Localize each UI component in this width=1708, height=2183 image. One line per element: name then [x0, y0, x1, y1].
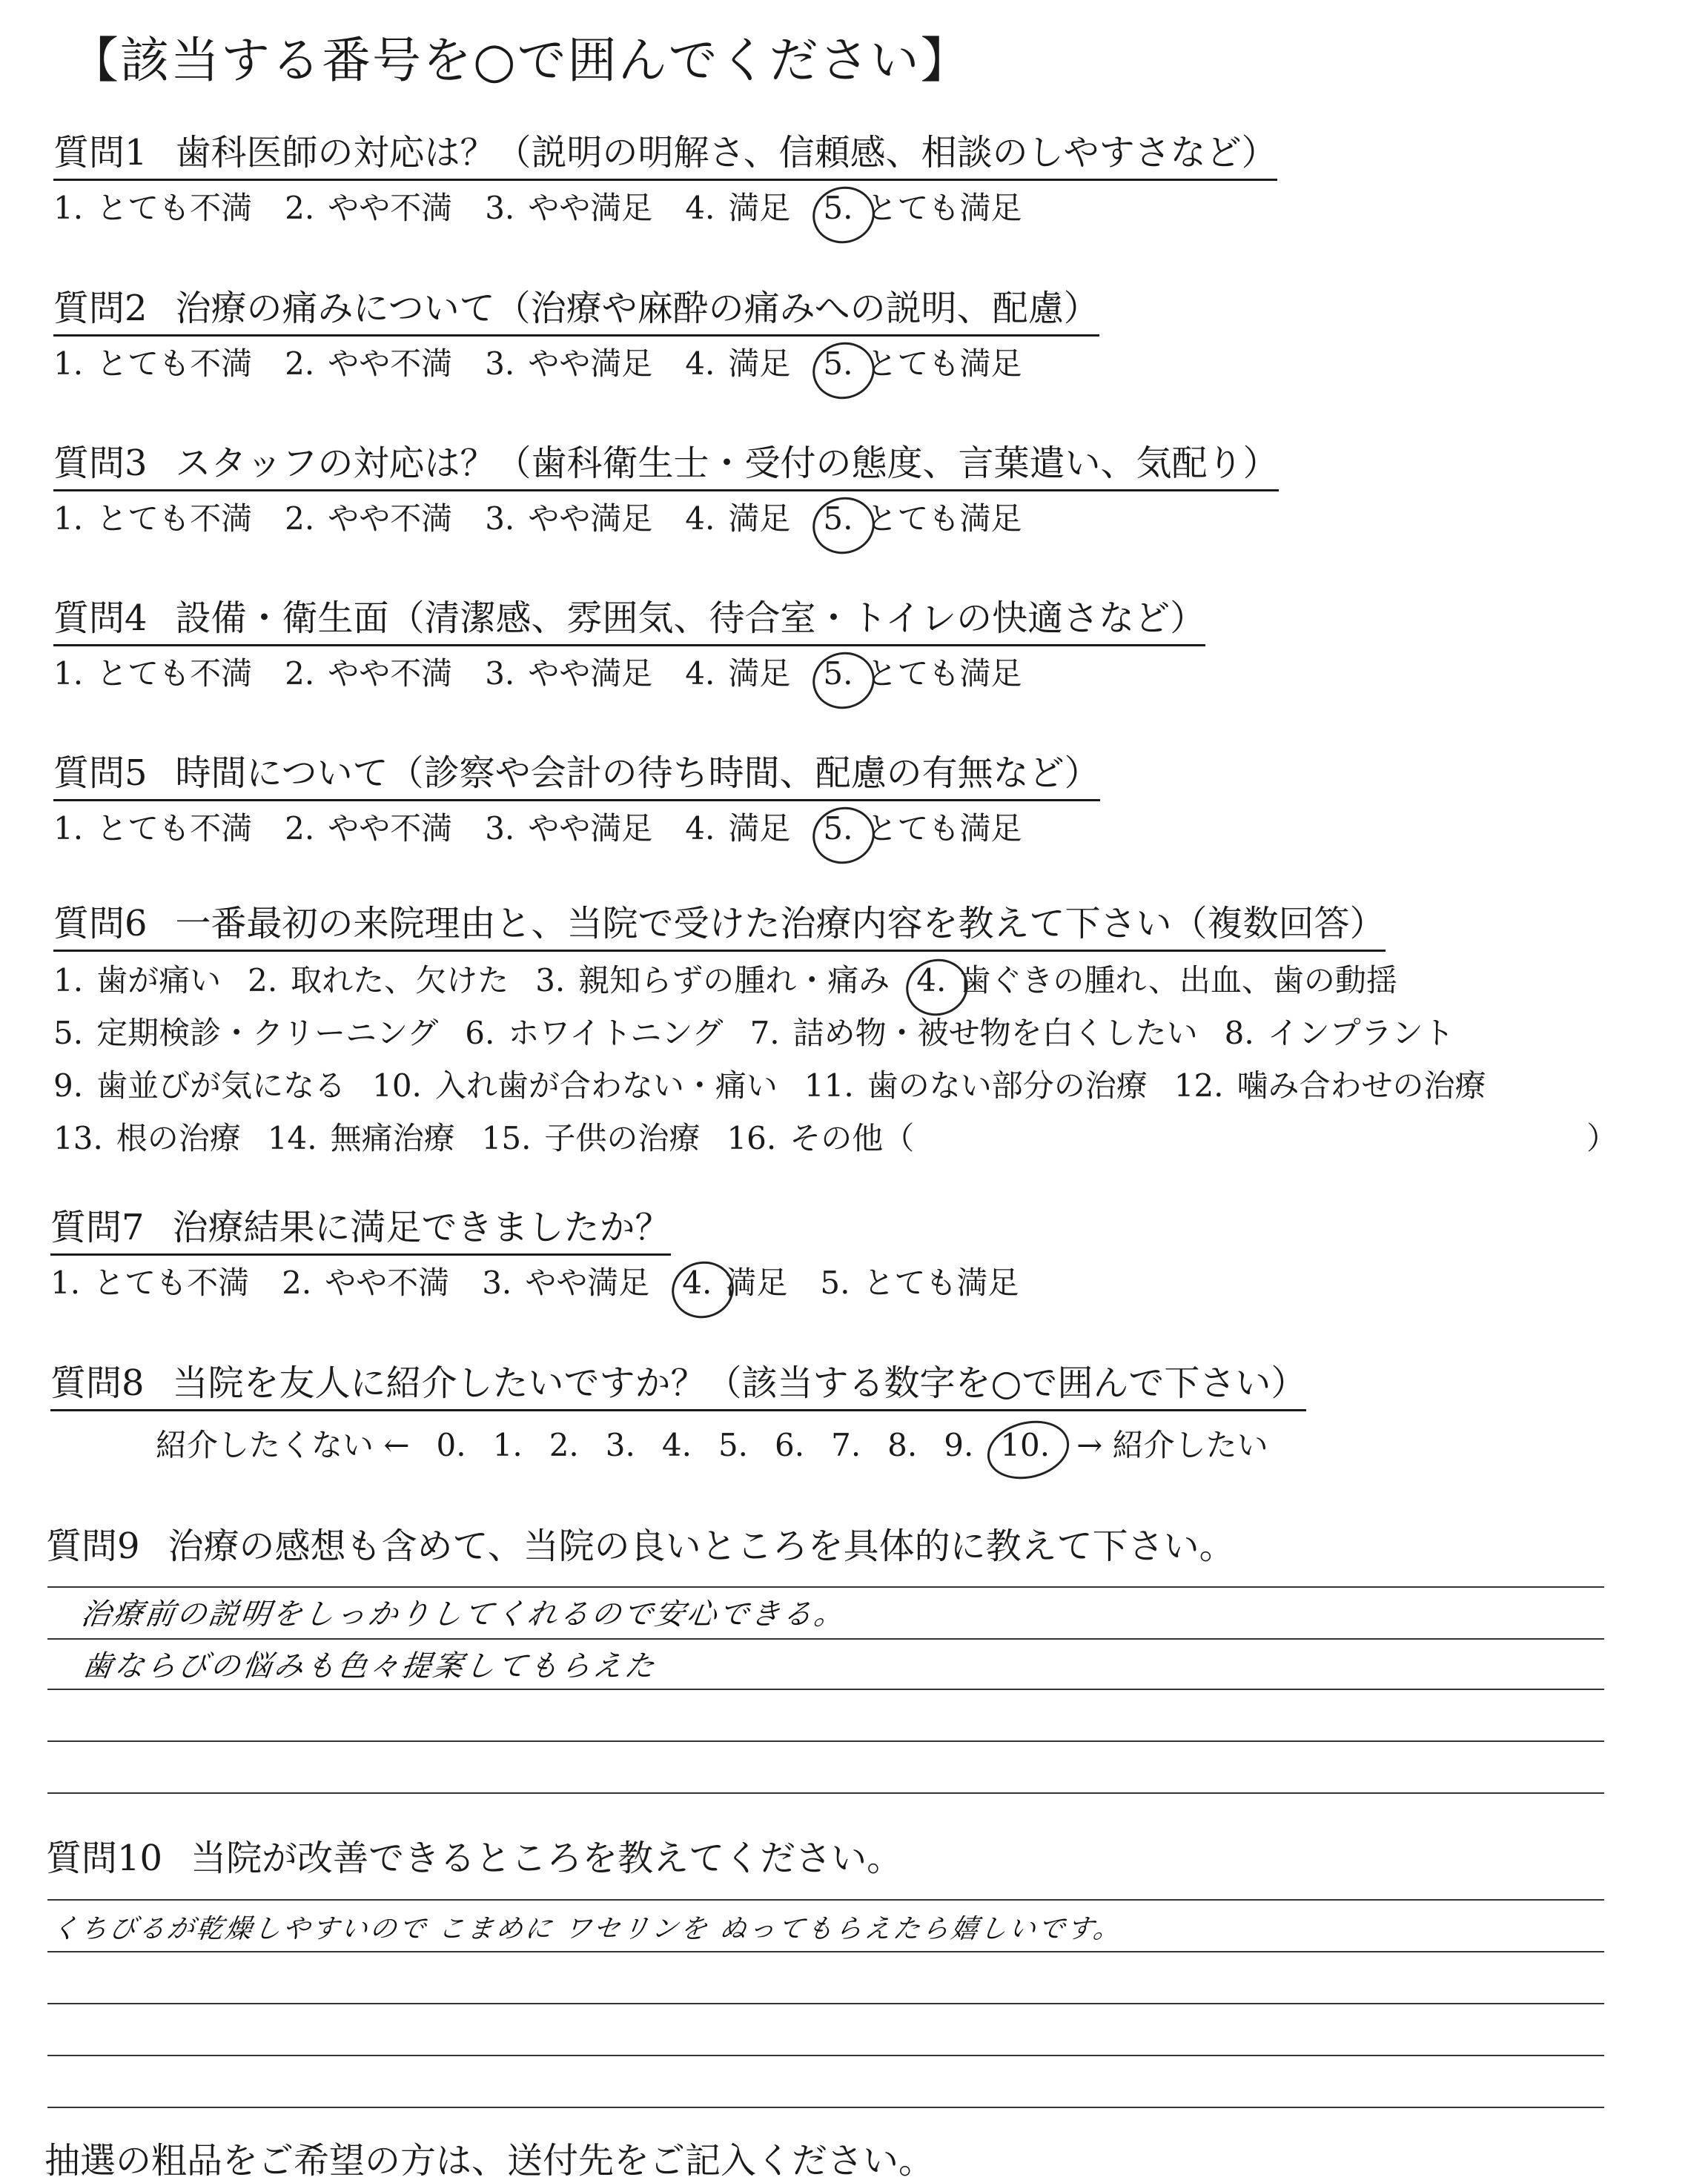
question-label: 質問7	[50, 1207, 145, 1248]
rating-option[interactable]	[682, 1262, 787, 1304]
option-number: 5.	[823, 810, 853, 847]
option-number: 12.	[1174, 1067, 1224, 1104]
rating-option[interactable]	[823, 188, 1022, 229]
option-text: とても満足	[866, 190, 1022, 226]
option-number: 14.	[267, 1120, 317, 1156]
rating-option[interactable]	[485, 498, 652, 540]
option-text: その他（	[790, 1120, 915, 1156]
q6-option[interactable]	[804, 1065, 1148, 1107]
option-text: 満足	[728, 810, 791, 847]
q6-option[interactable]	[53, 1118, 241, 1159]
nps-right-label: → 紹介したい	[1076, 1427, 1268, 1463]
rating-option[interactable]	[685, 808, 790, 849]
option-number: 2.	[285, 655, 315, 692]
option-text: 歯が痛い	[96, 962, 222, 998]
option-number: 3.	[482, 1265, 512, 1301]
question-text: 歯科医師の対応は？（説明の明解さ、信頼感、相談のしやすさなど）	[175, 132, 1277, 173]
option-text: やや満足	[528, 500, 653, 537]
nps-value[interactable]: 5.	[718, 1427, 749, 1463]
question-text: 設備・衛生面（清潔感、雰囲気、待合室・トイレの快適さなど）	[175, 597, 1206, 639]
option-number: 8.	[1224, 1015, 1254, 1051]
question-label: 質問9	[46, 1526, 140, 1567]
q6-other-close: ）	[1586, 1120, 1618, 1156]
rating-option[interactable]	[685, 653, 790, 695]
answer-line	[47, 1740, 1604, 1742]
q6-option[interactable]	[268, 1118, 455, 1159]
rating-option[interactable]	[285, 188, 452, 229]
q6-option[interactable]	[465, 1013, 723, 1054]
rating-option[interactable]	[282, 1262, 449, 1304]
rating-option[interactable]	[685, 498, 790, 540]
option-number: 1.	[53, 500, 84, 537]
option-text: とても満足	[866, 500, 1022, 537]
option-text: とても満足	[866, 810, 1022, 847]
option-number: 4.	[685, 810, 715, 847]
answer-line	[47, 1638, 1604, 1640]
q6-option[interactable]	[750, 1013, 1198, 1054]
q6-option[interactable]	[1225, 1013, 1454, 1054]
question-label: 質問4	[53, 597, 148, 639]
question-4-options	[53, 653, 1054, 695]
question-label: 質問8	[50, 1362, 145, 1404]
option-text: やや不満	[328, 500, 453, 537]
option-number: 4.	[685, 345, 715, 382]
option-number: 3.	[485, 500, 515, 537]
option-number: 5.	[820, 1265, 850, 1301]
option-number: 3.	[485, 655, 515, 692]
option-number: 5.	[823, 500, 853, 537]
option-text: とても不満	[96, 345, 253, 382]
question-label: 質問10	[46, 1838, 163, 1879]
rating-option[interactable]	[485, 808, 652, 849]
option-text: やや不満	[325, 1265, 450, 1301]
q9-handwritten-answer: 歯ならびの悩みも色々提案してもらえた	[80, 1649, 659, 1683]
option-number: 2.	[285, 500, 315, 537]
q9-handwritten-answer: 治療前の説明をしっかりしてくれるので安心できる。	[79, 1597, 849, 1632]
q10-handwritten-answer: くちびるが乾燥しやすいので こまめに ワセリンを ぬってもらえたら嬉しいです。	[49, 1914, 1125, 1944]
rating-option[interactable]	[53, 343, 252, 385]
question-text: 治療の感想も含めて、当院の良いところを具体的に教えて下さい。	[168, 1526, 1235, 1567]
rating-option[interactable]	[685, 188, 790, 229]
option-number: 10.	[372, 1067, 422, 1104]
option-number: 1.	[53, 345, 84, 382]
q6-option[interactable]	[1174, 1065, 1486, 1107]
question-text: 一番最初の来院理由と、当院で受けた治療内容を教えて下さい（複数回答）	[175, 903, 1386, 944]
question-label: 質問6	[53, 903, 148, 944]
rating-option[interactable]	[53, 188, 252, 229]
option-text: 歯ぐきの腫れ、出血、歯の動揺	[959, 962, 1397, 998]
page-title: 【該当する番号を○で囲んでください】	[70, 32, 971, 89]
nps-value[interactable]: 8.	[887, 1427, 918, 1463]
q6-options-row	[53, 1118, 941, 1159]
option-number: 9.	[53, 1067, 84, 1104]
q6-option[interactable]	[53, 1013, 438, 1054]
option-text: やや不満	[328, 655, 453, 692]
option-text: とても満足	[866, 345, 1022, 382]
option-text: やや満足	[528, 655, 653, 692]
option-text: 子供の治療	[544, 1120, 701, 1156]
option-number: 3.	[535, 962, 566, 998]
option-text: 歯並びが気になる	[96, 1067, 346, 1104]
option-number: 16.	[726, 1120, 777, 1156]
option-text: やや満足	[528, 810, 653, 847]
question-text: 当院を友人に紹介したいですか？（該当する数字を○で囲んで下さい）	[172, 1362, 1307, 1404]
option-number: 13.	[53, 1120, 103, 1156]
question-label: 質問1	[53, 132, 148, 173]
option-number: 7.	[749, 1015, 780, 1051]
option-number: 4.	[682, 1265, 712, 1301]
question-5-options	[53, 808, 1054, 849]
question-3-options	[53, 498, 1054, 540]
option-text: やや不満	[328, 190, 453, 226]
option-text: やや満足	[525, 1265, 650, 1301]
answer-line	[47, 1586, 1604, 1588]
option-number: 3.	[485, 345, 515, 382]
question-text: 治療の痛みについて（治療や麻酔の痛みへの説明、配慮）	[175, 288, 1099, 329]
rating-option[interactable]	[53, 653, 252, 695]
rating-option[interactable]	[485, 188, 652, 229]
option-text: 満足	[728, 190, 791, 226]
rating-option[interactable]	[53, 808, 252, 849]
option-text: 満足	[728, 655, 791, 692]
option-number: 3.	[485, 810, 515, 847]
nps-left-label: 紹介したくない ←	[156, 1427, 410, 1463]
rating-option[interactable]	[285, 343, 452, 385]
question-1-options	[53, 188, 1054, 229]
question-text: 当院が改善できるところを教えてください。	[191, 1838, 903, 1879]
rating-option[interactable]	[285, 808, 452, 849]
rating-option[interactable]	[823, 343, 1022, 385]
option-number: 5.	[53, 1015, 84, 1051]
footer-note: 抽選の粗品をご希望の方は、送付先をご記入ください。	[44, 2140, 935, 2182]
option-text: とても満足	[866, 655, 1022, 692]
question-2-heading	[53, 285, 1099, 337]
option-text: 定期検診・クリーニング	[96, 1015, 439, 1051]
option-text: とても不満	[96, 500, 253, 537]
rating-option[interactable]	[482, 1262, 649, 1304]
q6-option[interactable]	[53, 960, 221, 1001]
question-1-heading	[53, 130, 1277, 181]
option-text: 満足	[725, 1265, 788, 1301]
q6-options-row	[53, 960, 1424, 1001]
question-6-heading	[53, 901, 1386, 952]
question-9-heading	[46, 1523, 1235, 1572]
option-text: ホワイトニング	[508, 1015, 724, 1051]
nps-value[interactable]: 6.	[775, 1427, 805, 1463]
option-number: 5.	[823, 190, 853, 226]
option-number: 4.	[685, 655, 715, 692]
option-number: 3.	[485, 190, 515, 226]
option-number: 1.	[53, 190, 84, 226]
nps-value[interactable]: 2.	[549, 1427, 579, 1463]
option-number: 2.	[248, 962, 278, 998]
rating-option[interactable]	[50, 1262, 249, 1304]
option-number: 11.	[804, 1067, 854, 1104]
option-text: やや不満	[328, 345, 453, 382]
rating-option[interactable]	[485, 653, 652, 695]
option-number: 1.	[53, 962, 84, 998]
option-text: とても不満	[96, 810, 253, 847]
q6-option[interactable]	[916, 960, 1397, 1001]
option-text: やや不満	[328, 810, 453, 847]
nps-value[interactable]: 7.	[831, 1427, 861, 1463]
q6-option[interactable]	[535, 960, 890, 1001]
q6-option[interactable]	[372, 1065, 778, 1107]
option-number: 2.	[285, 810, 315, 847]
answer-line	[47, 1792, 1604, 1794]
question-7-heading	[50, 1205, 671, 1256]
option-number: 1.	[53, 655, 84, 692]
option-number: 6.	[465, 1015, 495, 1051]
option-text: インプラント	[1267, 1015, 1454, 1051]
option-text: 根の治療	[116, 1120, 241, 1156]
question-8-heading	[50, 1360, 1306, 1411]
option-text: 満足	[728, 500, 791, 537]
option-number: 2.	[285, 190, 315, 226]
answer-line	[47, 1689, 1604, 1690]
option-text: 詰め物・被せ物を白くしたい	[792, 1015, 1198, 1051]
rating-option[interactable]	[823, 808, 1022, 849]
q6-option[interactable]	[726, 1118, 914, 1159]
answer-line	[47, 2055, 1604, 2056]
option-text: 無痛治療	[330, 1120, 455, 1156]
question-5-heading	[53, 750, 1100, 801]
nps-value[interactable]: 9.	[944, 1427, 974, 1463]
option-text: やや満足	[528, 345, 653, 382]
option-text: やや満足	[528, 190, 653, 226]
q6-option[interactable]	[248, 960, 509, 1001]
nps-value[interactable]: 1.	[492, 1427, 523, 1463]
option-text: とても不満	[96, 655, 253, 692]
question-text: 時間について（診察や会計の待ち時間、配慮の有無など）	[175, 752, 1100, 794]
question-7-options	[50, 1262, 1051, 1304]
option-number: 4.	[685, 500, 715, 537]
answer-line	[47, 1899, 1604, 1901]
q6-options-row	[53, 1013, 1481, 1054]
option-number: 2.	[282, 1265, 312, 1301]
q6-option[interactable]	[482, 1118, 701, 1159]
option-text: 歯のない部分の治療	[867, 1067, 1148, 1104]
nps-value[interactable]: 3.	[605, 1427, 635, 1463]
q6-options-row	[53, 1065, 1513, 1107]
rating-option[interactable]	[820, 1262, 1019, 1304]
answer-line	[47, 2107, 1604, 2108]
option-text: 満足	[728, 345, 791, 382]
question-2-options	[53, 343, 1054, 385]
answer-line	[47, 1951, 1604, 1952]
q6-option[interactable]	[53, 1065, 345, 1107]
option-text: 入れ歯が合わない・痛い	[434, 1067, 778, 1104]
rating-option[interactable]	[53, 498, 252, 540]
option-number: 4.	[685, 190, 715, 226]
nps-value[interactable]: 4.	[661, 1427, 692, 1463]
option-text: とても不満	[93, 1265, 250, 1301]
option-number: 1.	[50, 1265, 81, 1301]
question-label: 質問3	[53, 443, 148, 484]
option-text: 親知らずの腫れ・痛み	[578, 962, 890, 998]
option-number: 1.	[53, 810, 84, 847]
question-3-heading	[53, 440, 1279, 491]
nps-scale	[156, 1425, 1295, 1466]
option-number: 5.	[823, 345, 853, 382]
question-4-heading	[53, 595, 1205, 646]
question-text: スタッフの対応は？（歯科衛生士・受付の態度、言葉遣い、気配り）	[175, 443, 1279, 484]
option-number: 4.	[916, 962, 947, 998]
nps-value[interactable]: 10.	[1000, 1425, 1050, 1466]
option-text: 噛み合わせの治療	[1237, 1067, 1486, 1104]
rating-option[interactable]	[823, 653, 1022, 695]
option-number: 2.	[285, 345, 315, 382]
rating-option[interactable]	[685, 343, 790, 385]
rating-option[interactable]	[823, 498, 1022, 540]
option-number: 5.	[823, 655, 853, 692]
rating-option[interactable]	[285, 653, 452, 695]
question-label: 質問5	[53, 752, 148, 794]
option-text: 取れた、欠けた	[291, 962, 509, 998]
rating-option[interactable]	[485, 343, 652, 385]
option-number: 15.	[481, 1120, 532, 1156]
option-text: とても満足	[863, 1265, 1019, 1301]
rating-option[interactable]	[285, 498, 452, 540]
question-label: 質問2	[53, 288, 148, 329]
question-10-heading	[46, 1835, 902, 1884]
option-text: とても不満	[96, 190, 253, 226]
answer-line	[47, 2003, 1604, 2004]
question-text: 治療結果に満足できましたか？	[172, 1207, 671, 1248]
nps-value[interactable]: 0.	[436, 1427, 466, 1463]
